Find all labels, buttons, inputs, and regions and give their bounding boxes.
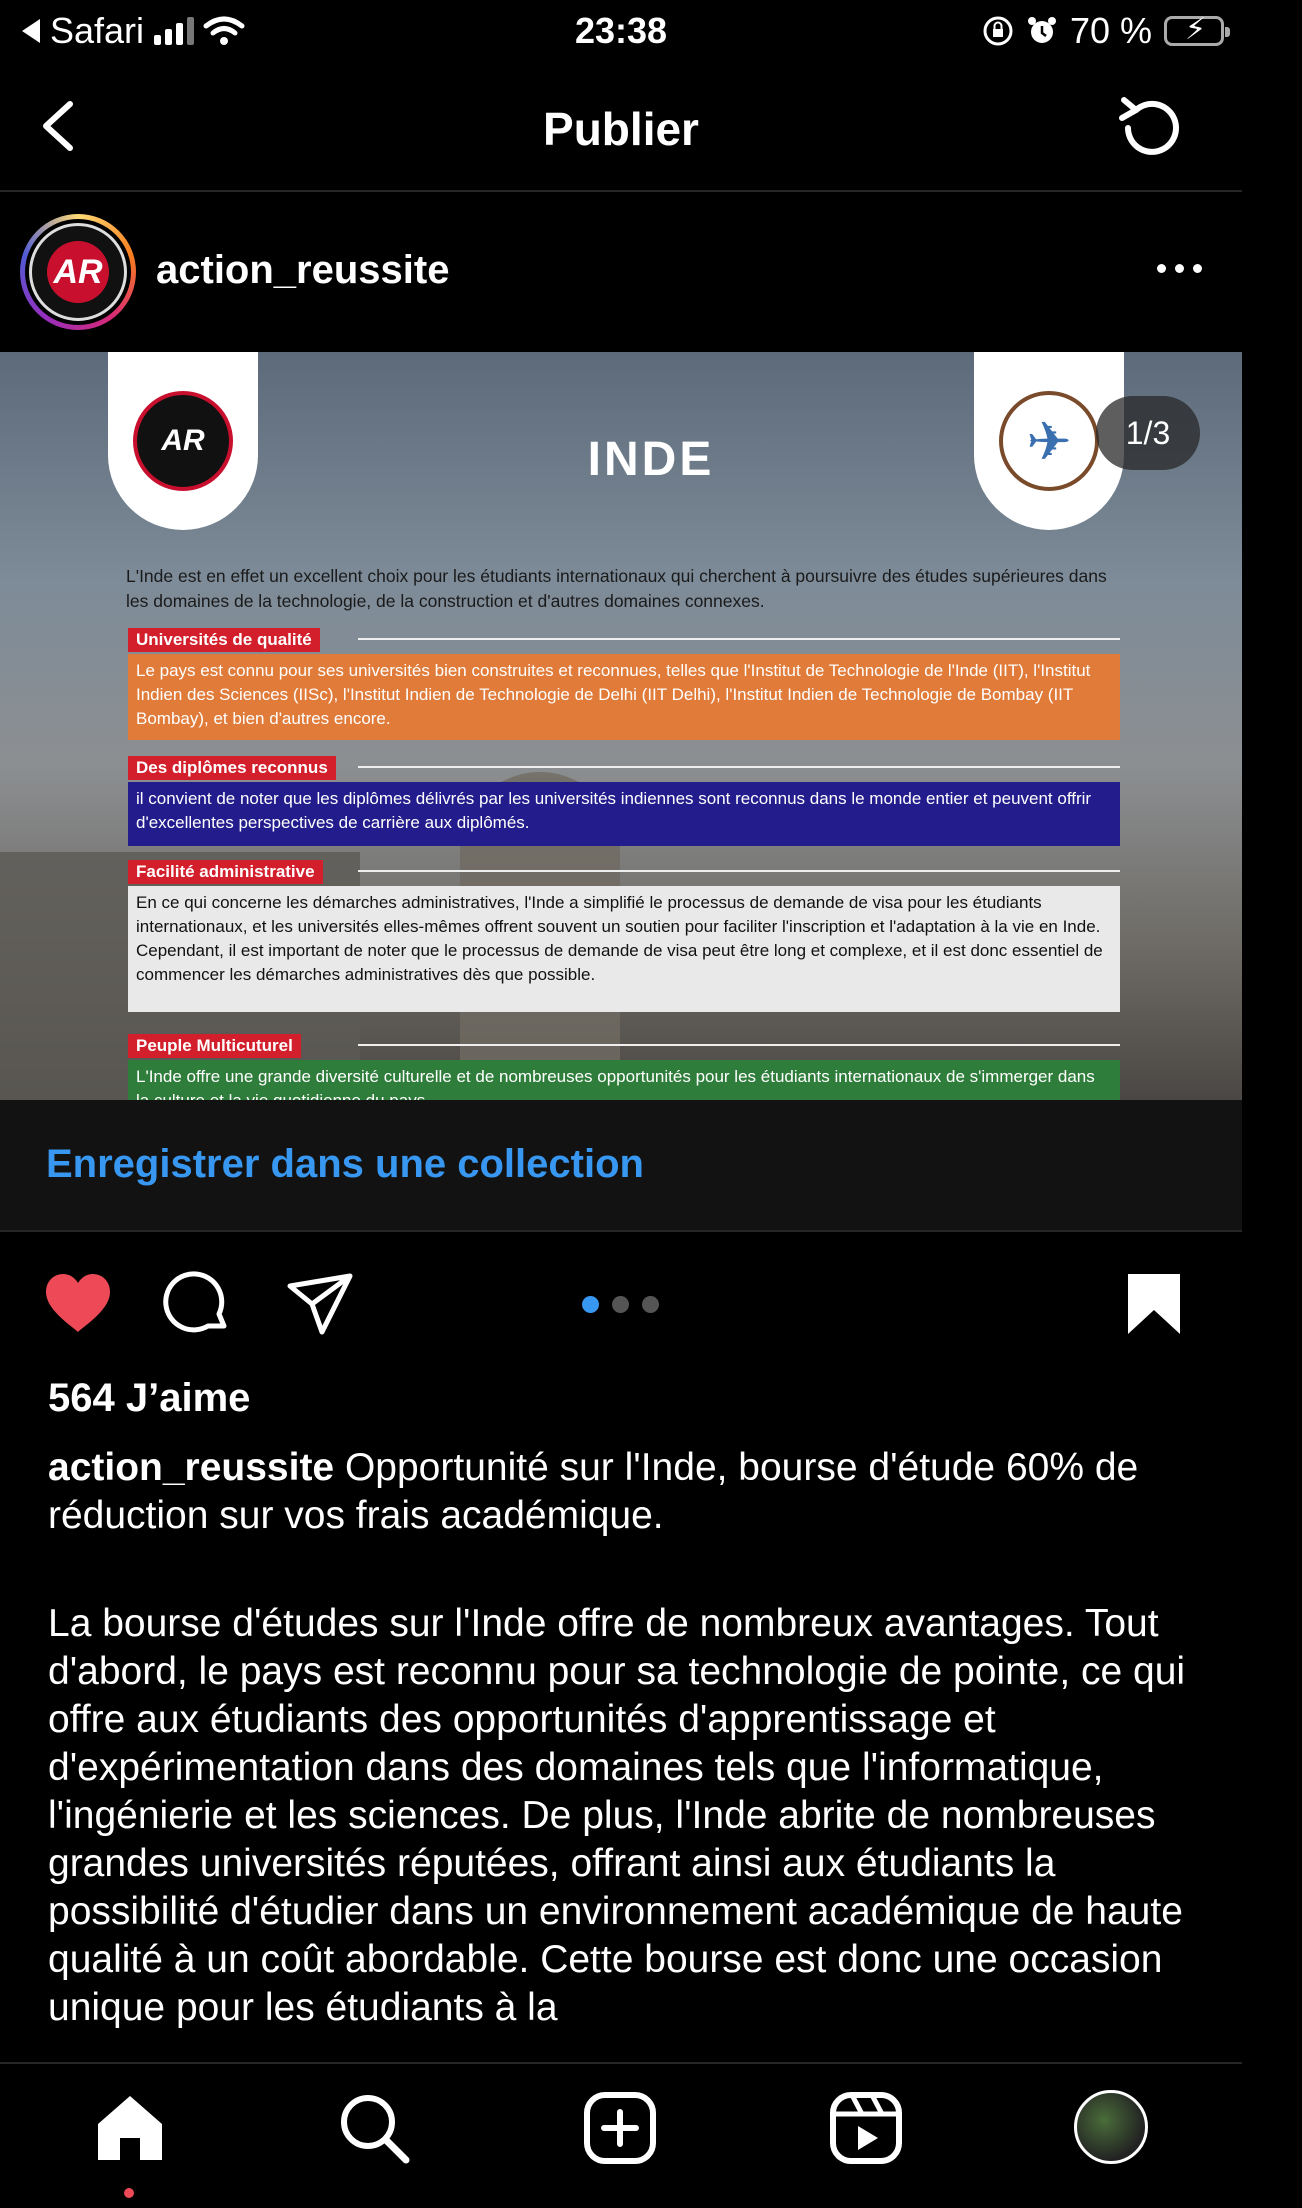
carrier-label: Safari bbox=[50, 10, 145, 51]
page-title: Publier bbox=[543, 103, 699, 155]
image-intro-text: L'Inde est en effet un excellent choix pour les étudiants internationaux qui cherchent à poursuivre des études supérieures dans les domaines de la technologie, de la construction et d'autres domaines connexes. bbox=[126, 566, 1107, 611]
section-text: Le pays est connu pour ses universités bien construites et reconnues, telles que l'Institut de Technologie de l'Inde (IIT), l'Institut Indien des Sciences (IISc), l'Institut Indien de Technologie de Delhi (IIT Delhi), l'Institut Indien de Technologie de Bombay (IIT Bombay), et bien d'autres encore. bbox=[128, 654, 1120, 740]
image-section bbox=[128, 628, 1120, 740]
clock: 23:38 bbox=[574, 10, 668, 51]
caption-username[interactable]: action_reussite bbox=[48, 1446, 335, 1489]
avatar[interactable] bbox=[20, 214, 136, 330]
carousel-dot bbox=[642, 1296, 659, 1313]
battery-icon bbox=[1164, 13, 1224, 46]
post-username[interactable]: action_reussite bbox=[156, 248, 450, 292]
profile-avatar[interactable] bbox=[1074, 2090, 1148, 2164]
refresh-icon[interactable] bbox=[1114, 90, 1190, 166]
caption-lead: Opportunité sur l'Inde, bourse d'étude 60% de réduction sur vos frais académique. bbox=[48, 1446, 1139, 1537]
paper-plane-icon[interactable] bbox=[284, 1268, 356, 1340]
more-options-icon[interactable] bbox=[1157, 264, 1202, 273]
save-to-collection-link[interactable]: Enregistrer dans une collection bbox=[46, 1142, 644, 1186]
image-title: INDE bbox=[587, 433, 715, 486]
likes-count[interactable]: 564 J’aime bbox=[48, 1376, 251, 1420]
caption bbox=[48, 1444, 1198, 1540]
section-text: L'Inde offre une grande diversité culturelle et de nombreuses opportunités pour les étudiants internationaux de s'immerger dans bbox=[128, 1060, 1120, 1124]
add-post-icon[interactable] bbox=[582, 2090, 658, 2166]
save-to-collection-bar[interactable] bbox=[0, 1100, 1242, 1232]
charging-bolt-icon: ⚡ bbox=[1185, 13, 1207, 46]
section-label: Peuple Multicuturel bbox=[128, 1034, 301, 1058]
post-header bbox=[0, 192, 1242, 352]
notification-dot bbox=[124, 2188, 134, 2198]
home-icon[interactable] bbox=[92, 2090, 168, 2166]
post-image[interactable] bbox=[0, 352, 1242, 1100]
comment-icon[interactable] bbox=[162, 1268, 234, 1340]
carousel-dot bbox=[612, 1296, 629, 1313]
image-section bbox=[128, 756, 1120, 846]
post-actions bbox=[0, 1232, 1242, 1362]
section-label: Facilité administrative bbox=[128, 860, 323, 884]
fade-overlay bbox=[0, 2040, 1242, 2064]
carousel-counter: 1/3 bbox=[1096, 396, 1200, 470]
airplane-logo-icon: ✈ bbox=[999, 391, 1099, 491]
avatar-logo: AR bbox=[47, 241, 109, 303]
status-right bbox=[982, 10, 1224, 52]
carousel-dot-active bbox=[582, 1296, 599, 1313]
orientation-lock-icon bbox=[982, 15, 1014, 47]
nav-bar bbox=[0, 62, 1242, 192]
tab-bar bbox=[0, 2062, 1242, 2208]
status-bar bbox=[0, 0, 1242, 62]
search-icon[interactable] bbox=[336, 2090, 412, 2166]
reels-icon[interactable] bbox=[828, 2090, 904, 2166]
section-label: Universités de qualité bbox=[128, 628, 320, 652]
section-text: il convient de noter que les diplômes délivrés par les universités indiennes sont reconnus dans le monde entier et peuvent offrir d'excellentes perspectives de carrière aux diplômés. bbox=[128, 782, 1120, 846]
carousel-dots bbox=[582, 1296, 659, 1313]
heart-filled-icon[interactable] bbox=[42, 1268, 114, 1340]
battery-percent: 70 % bbox=[1069, 10, 1152, 51]
alarm-icon bbox=[1026, 15, 1058, 47]
image-section bbox=[128, 860, 1120, 1012]
caption-body: La bourse d'études sur l'Inde offre de nombreux avantages. Tout d'abord, le pays est reconnu pour sa technologie de pointe, ce qui offre aux étudiants des opportunités d'apprentissage et d'expérimentation dans des domaines tels que l'informatique, l'ingénierie et les sciences. De plus, l'Inde abrite de nombreuses grandes universités réputées, offrant ainsi aux étudiants la possibilité d'étudier dans un environnement académique de haute qualité à un coût abordable. Cette bourse est donc une occasion unique pour les étudiants à la bbox=[48, 1602, 1186, 2029]
section-text: En ce qui concerne les démarches administratives, l'Inde a simplifié le processus de demande de visa pour les étudiants internationaux, et les universités elles-mêmes offrent souvent un soutien pour faciliter l'inscription et l'adaptation à la vie en Inde. Cependant, il est important de noter que le processus de demande de visa peut être long et complexe, et il est donc essentiel de commencer les démarches administratives dès que possible. bbox=[128, 886, 1120, 1012]
section-label: Des diplômes reconnus bbox=[128, 756, 336, 780]
bookmark-filled-icon[interactable] bbox=[1118, 1268, 1190, 1340]
action-reussite-logo: AR bbox=[133, 391, 233, 491]
